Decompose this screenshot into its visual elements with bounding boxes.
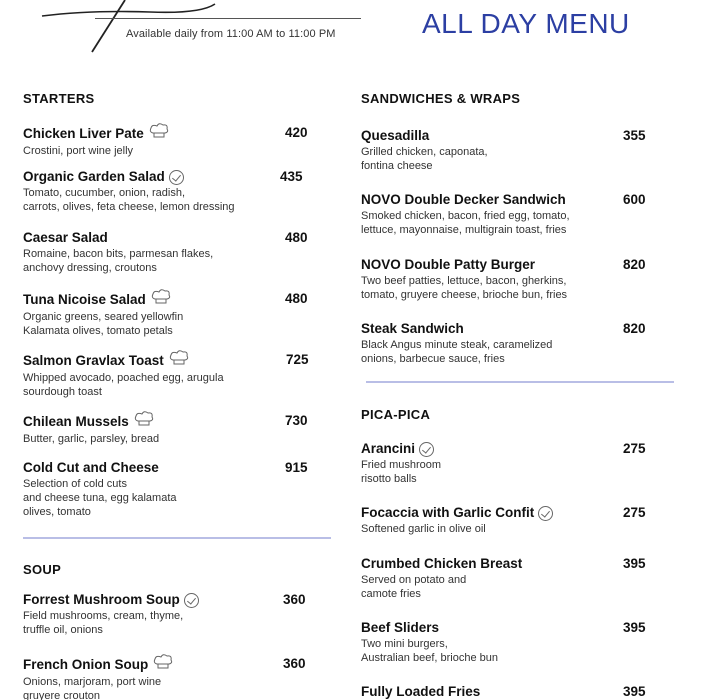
menu-item [361,128,661,173]
item-description: Onions, marjoram, port wine [23,676,162,688]
item-description: carrots, olives, feta cheese, lemon dressing [23,201,235,213]
menu-item [23,291,323,338]
menu-item [23,413,323,446]
item-price: 435 [280,169,303,184]
item-price: 395 [623,684,646,699]
menu-item [361,620,661,665]
item-name: Tuna Nicoise Salad [23,292,146,307]
chef-hat-icon [152,652,174,670]
item-description: risotto balls [361,473,417,485]
menu-item [23,230,323,275]
section-title-soup: SOUP [23,562,62,577]
item-description: Two mini burgers, [361,638,448,650]
vegetarian-icon [169,170,184,185]
menu-item [361,556,661,601]
section-title-sandwiches: SANDWICHES & WRAPS [361,91,521,106]
item-name: Chilean Mussels [23,414,129,429]
item-name: Focaccia with Garlic Confit [361,505,535,520]
item-price: 395 [623,620,646,635]
item-description: and cheese tuna, egg kalamata [23,492,177,504]
chef-hat-icon [133,409,155,427]
item-name: Chicken Liver Pate [23,126,144,141]
item-description: Fried mushroom [361,459,442,471]
item-name: Salmon Gravlax Toast [23,353,164,368]
item-name: Beef Sliders [361,620,440,635]
section-divider [366,381,674,383]
menu-item [23,125,323,158]
item-description: sourdough toast [23,386,102,398]
item-name: Quesadilla [361,128,430,143]
item-price: 730 [285,413,308,428]
item-price: 915 [285,460,308,475]
item-price: 420 [285,125,308,140]
menu-item [23,592,323,637]
item-price: 275 [623,441,646,456]
section-title-pica-pica: PICA-PICA [361,407,431,422]
vegetarian-icon [184,593,199,608]
item-description: fontina cheese [361,160,433,172]
item-name: Steak Sandwich [361,321,464,336]
item-price: 725 [286,352,309,367]
vegetarian-icon [538,506,553,521]
menu-item [23,169,323,214]
item-price: 360 [283,656,306,671]
item-name: Organic Garden Salad [23,169,165,184]
item-price: 820 [623,321,646,336]
section-divider [23,537,331,539]
item-description: Butter, garlic, parsley, bread [23,433,160,445]
item-description: Tomato, cucumber, onion, radish, [23,187,186,199]
item-description: Australian beef, brioche bun [361,652,498,664]
item-description: lettuce, mayonnaise, multigrain toast, fries [361,224,567,236]
item-description: onions, barbecue sauce, fries [361,353,505,365]
item-name: Forrest Mushroom Soup [23,592,180,607]
item-price: 275 [623,505,646,520]
item-name: Fully Loaded Fries [361,684,481,699]
menu-item [361,321,661,366]
menu-item [361,257,661,302]
chef-hat-icon [148,121,170,139]
menu-item [23,460,323,519]
chef-hat-icon [168,348,190,366]
item-description: Crostini, port wine jelly [23,145,134,157]
menu-title: ALL DAY MENU [422,8,630,39]
item-description: Selection of cold cuts [23,478,127,490]
item-price: 820 [623,257,646,272]
item-price: 355 [623,128,646,143]
menu-item [361,684,661,700]
item-description: Smoked chicken, bacon, fried egg, tomato, [361,210,570,222]
availability-text: Available daily from 11:00 AM to 11:00 PM [126,28,336,40]
menu-item [23,656,323,700]
item-price: 360 [283,592,306,607]
item-description: tomato, gruyere cheese, brioche bun, fries [361,289,568,301]
item-name: NOVO Double Patty Burger [361,257,536,272]
item-description: Black Angus minute steak, caramelized [361,339,553,351]
menu-item [361,441,661,486]
item-name: Arancini [361,441,416,456]
menu-item [361,192,661,237]
item-price: 600 [623,192,646,207]
vegetarian-icon [419,442,434,457]
section-title-starters: STARTERS [23,91,95,106]
item-description: anchovy dressing, croutons [23,262,157,274]
item-name: French Onion Soup [23,657,149,672]
item-name: Cold Cut and Cheese [23,460,159,475]
item-description: truffle oil, onions [23,624,103,636]
item-price: 480 [285,230,308,245]
menu-item [361,505,661,536]
item-description: Field mushrooms, cream, thyme, [23,610,184,622]
item-name: Caesar Salad [23,230,108,245]
item-description: Kalamata olives, tomato petals [23,325,173,337]
item-description: olives, tomato [23,506,91,518]
item-name: Crumbed Chicken Breast [361,556,523,571]
item-description: Romaine, bacon bits, parmesan flakes, [23,248,214,260]
menu-item [23,352,323,399]
item-price: 480 [285,291,308,306]
chef-hat-icon [150,287,172,305]
item-name: NOVO Double Decker Sandwich [361,192,566,207]
item-description: camote fries [361,588,421,600]
header-rule [95,18,361,19]
item-description: Two beef patties, lettuce, bacon, gherkins, [361,275,567,287]
item-description: gruyere crouton [23,690,101,700]
item-description: Organic greens, seared yellowfin [23,311,184,323]
item-description: Whipped avocado, poached egg, arugula [23,372,224,384]
item-description: Softened garlic in olive oil [361,523,486,535]
item-description: Grilled chicken, caponata, [361,146,488,158]
item-description: Served on potato and [361,574,467,586]
item-price: 395 [623,556,646,571]
